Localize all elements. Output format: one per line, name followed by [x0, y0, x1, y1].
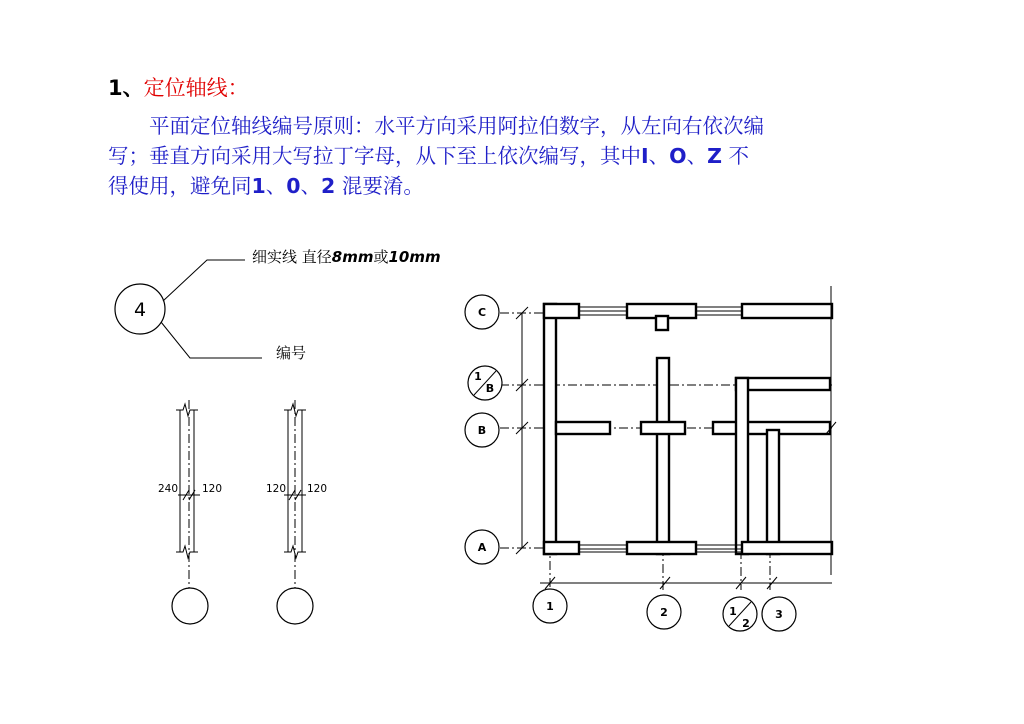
number-note: 编号: [276, 344, 307, 362]
line-note-or: 或: [373, 248, 389, 266]
axis-bubble-1-b: [468, 366, 502, 400]
wall-left-dim-right: 120: [202, 483, 223, 495]
axis-bubble-a: [465, 530, 499, 564]
wall-left-dim-left: 240: [158, 483, 179, 495]
axis-label-2: 2: [660, 606, 668, 619]
axis-label-12-top: 1: [729, 605, 737, 618]
digit-2: 2: [321, 174, 336, 198]
wall-right-dim-left: 120: [266, 483, 287, 495]
axis-label-3: 3: [775, 608, 783, 621]
axis-label-1: 1: [546, 600, 554, 613]
para-line-2-end: 不: [721, 144, 749, 168]
wall-right-axis-circle: [277, 588, 313, 624]
axis-label-a: A: [477, 541, 487, 554]
letter-o: O: [669, 144, 687, 168]
axis-bubble-2: [647, 595, 681, 629]
heading-separator: 、: [122, 76, 144, 100]
leader-line-top: [163, 260, 245, 301]
axis-label-12-bottom: 2: [742, 617, 750, 630]
axis-bubble-1: [533, 589, 567, 623]
line-note-prefix: 细实线 直径: [252, 248, 332, 266]
heading-title: 定位轴线：: [143, 76, 249, 100]
sep: 、: [686, 144, 708, 168]
floor-plan: [465, 286, 836, 631]
sep: 、: [648, 144, 670, 168]
axis-label-c: C: [477, 306, 487, 319]
axis-bubble-c: [465, 295, 499, 329]
sep: 、: [300, 174, 322, 198]
para-line-1: 平面定位轴线编号原则：水平方向采用阿拉伯数字，从左向右依次编: [149, 114, 764, 138]
line-note: [252, 248, 441, 266]
axis-bubble-b: [465, 413, 499, 447]
axis-label-1b-top: 1: [474, 370, 482, 383]
line-note-10mm: 10mm: [388, 248, 441, 266]
wall-detail-left: [158, 400, 222, 624]
wall-left-axis-circle: [172, 588, 208, 624]
wall-right-dim-right: 120: [307, 483, 328, 495]
line-note-8mm: 8mm: [331, 248, 374, 266]
sep: 、: [265, 174, 287, 198]
letter-z: Z: [707, 144, 722, 168]
heading-number: 1: [108, 76, 123, 100]
axis-bubble-1-2: [723, 597, 757, 631]
para-line-3-end: 混要淆。: [335, 174, 424, 198]
wall-detail-right: [266, 400, 327, 624]
axis-circle-legend: [115, 248, 441, 362]
leader-line-bottom: [161, 322, 262, 358]
digit-1: 1: [251, 174, 266, 198]
digit-0: 0: [286, 174, 301, 198]
letter-i: I: [641, 144, 649, 168]
axis-bubble-3: [762, 597, 796, 631]
axis-circle-label: 4: [133, 299, 147, 321]
axis-label-b: B: [477, 424, 487, 437]
axis-label-1b-bottom: B: [485, 382, 495, 395]
para-line-2-text: 写；垂直方向采用大写拉丁字母，从下至上依次编写，其中: [108, 144, 641, 168]
para-line-3-text: 得使用，避免同: [108, 174, 252, 198]
